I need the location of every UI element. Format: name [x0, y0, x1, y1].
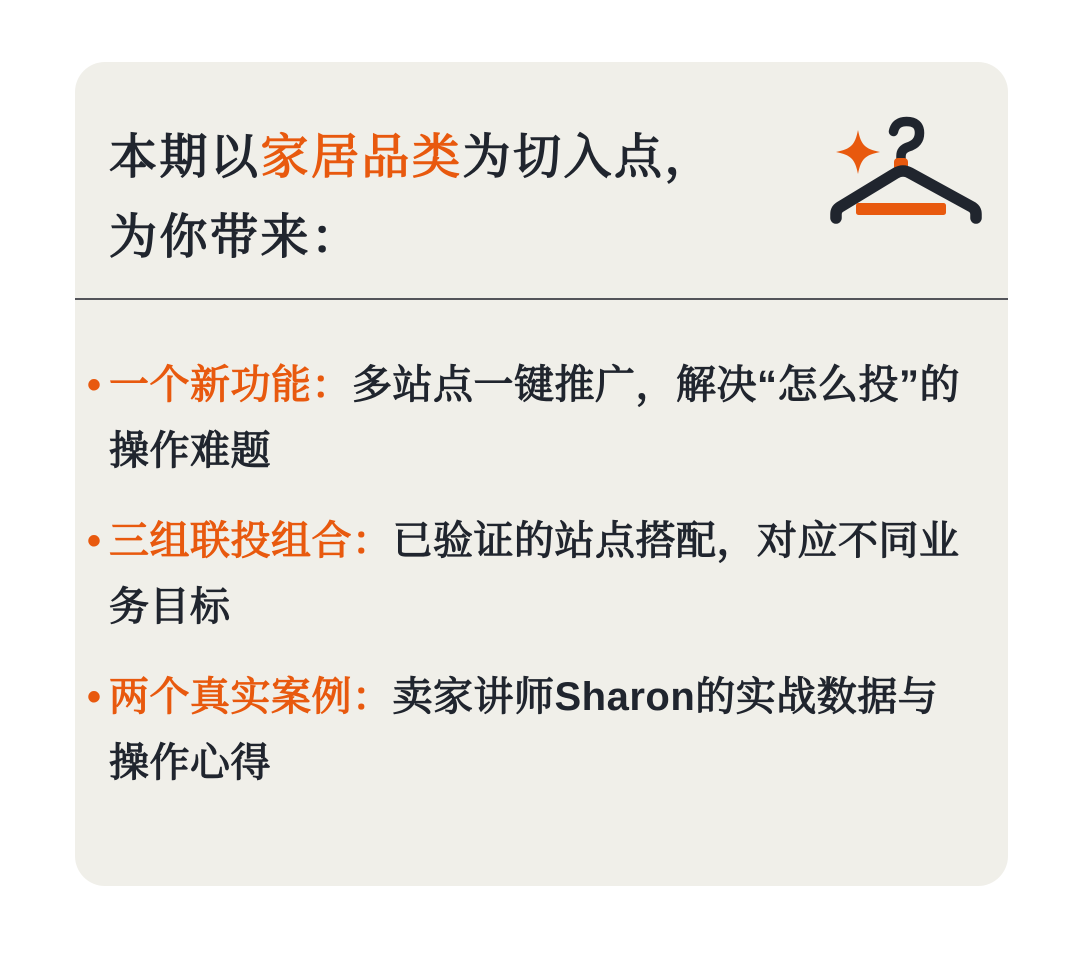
highlights-list [87, 352, 974, 796]
title-segment: 为切入点， [462, 131, 716, 184]
item-text: 卖家讲师Sharon的实战数据与操作心得 [109, 675, 939, 785]
hanger-question-sparkle-icon [828, 116, 984, 226]
item-label: 三组联投组合： [109, 519, 393, 563]
card-title [109, 118, 819, 278]
list-item [87, 352, 974, 484]
bullet-icon: • [87, 363, 102, 407]
divider [75, 298, 1008, 300]
bullet-icon: • [87, 519, 102, 563]
item-text: 多站点一键推广，解决“怎么投”的操作难题 [109, 363, 960, 473]
bullet-icon: • [87, 675, 102, 719]
card-header [109, 62, 974, 278]
title-highlight: 家居品类 [260, 131, 463, 184]
list-item [87, 664, 974, 796]
item-label: 两个真实案例： [109, 675, 393, 719]
intro-card [75, 62, 1008, 886]
list-item [87, 508, 974, 640]
item-label: 一个新功能： [109, 363, 352, 407]
item-text: 已验证的站点搭配，对应不同业务目标 [109, 519, 960, 629]
title-segment: 本期以 [109, 131, 261, 184]
title-line2: 为你带来： [109, 211, 362, 264]
